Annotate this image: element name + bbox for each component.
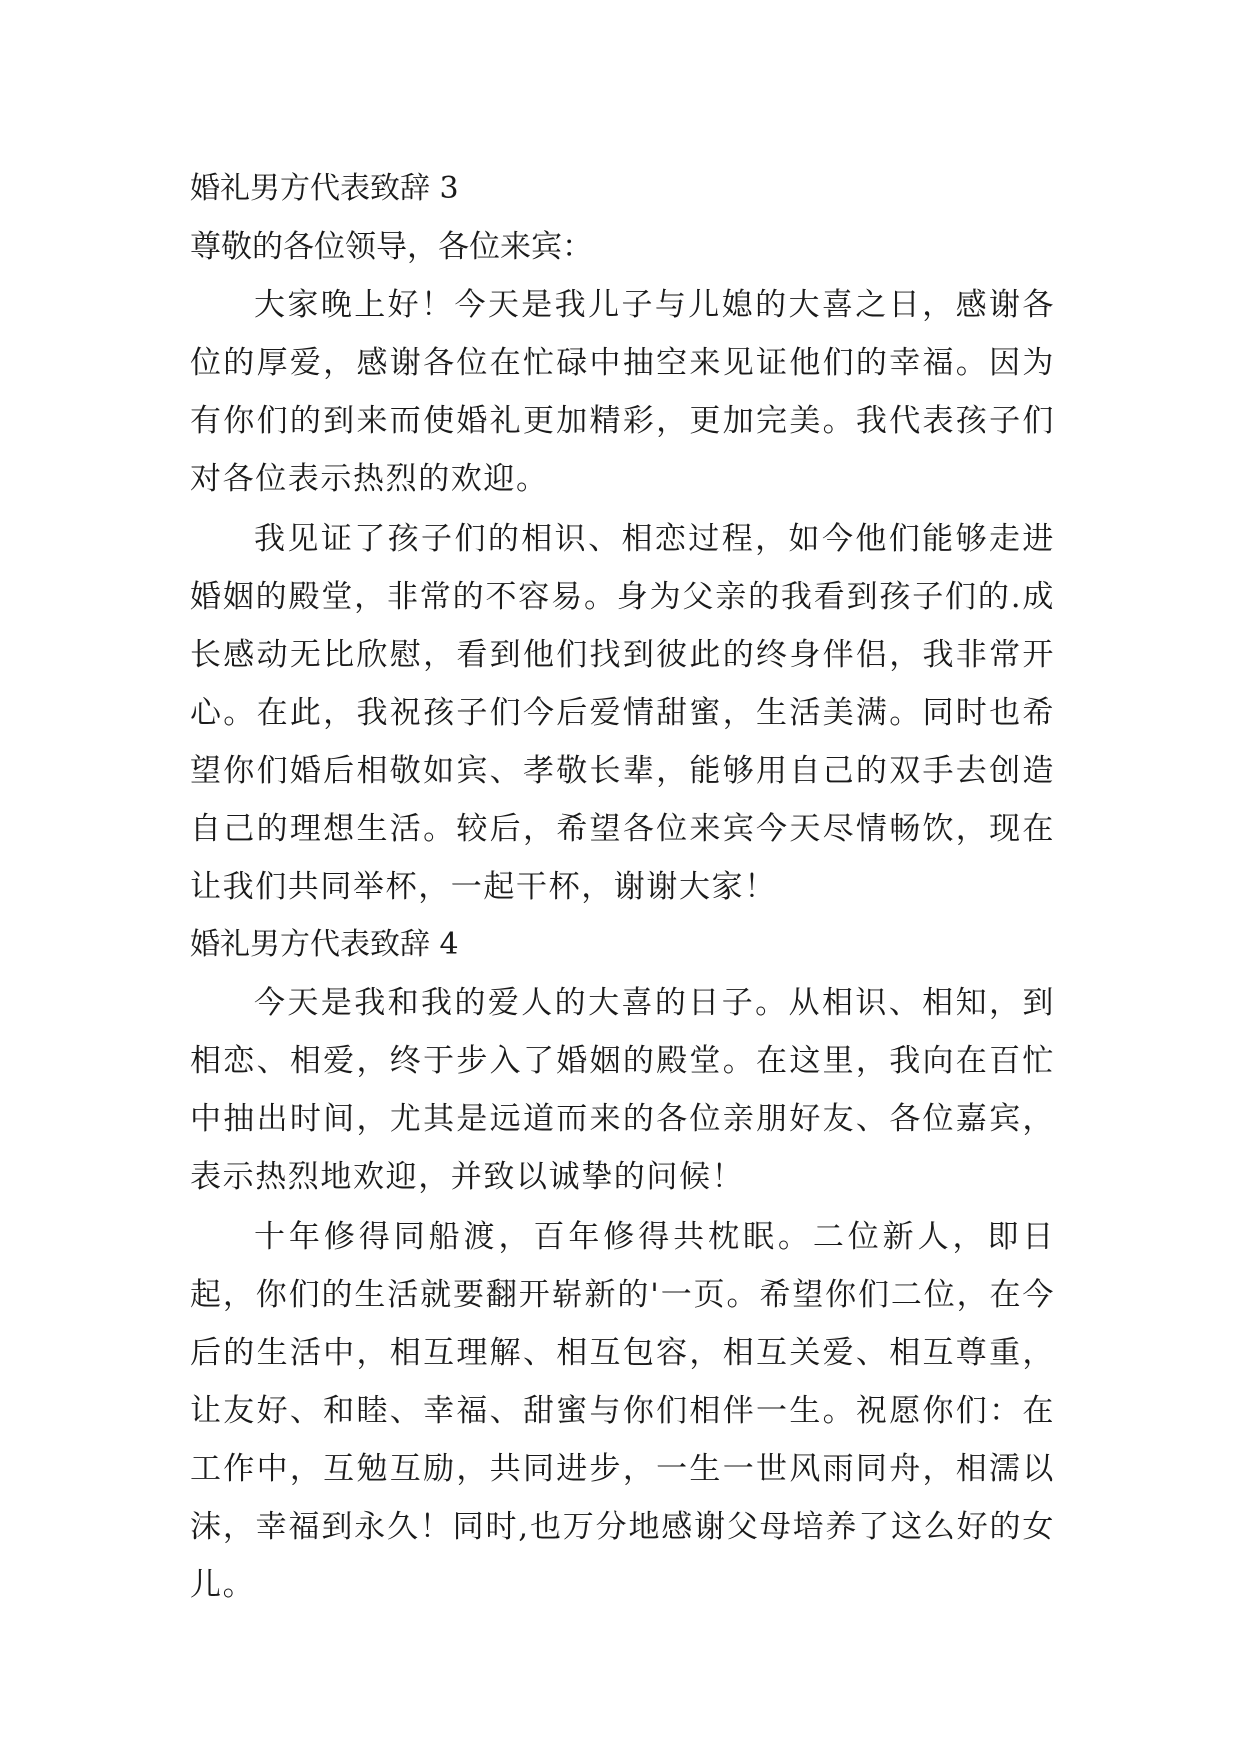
section-3-salutation: 尊敬的各位领导，各位来宾：	[190, 229, 593, 265]
section-4-heading: 婚礼男方代表致辞 4	[190, 927, 459, 962]
document-body	[190, 160, 1055, 1614]
section-3-paragraph-2: 我见证了孩子们的相识、相恋过程，如今他们能够走进婚姻的殿堂，非常的不容易。身为父亲的我看到孩子们的.成长感动无比欣慰，看到他们找到彼此的终身伴侣，我非常开心。在此，我祝孩子们今后爱情甜蜜，生活美满。同时也希望你们婚后相敬如宾、孝敬长辈，能够用自己的双手去创造自己的理想生活。较后，希望各位来宾今天尽情畅饮，现在让我们共同举杯，一起干杯，谢谢大家！	[190, 521, 1055, 905]
section-4-paragraph-2: 十年修得同船渡，百年修得共枕眠。二位新人，即日起，你们的生活就要翻开崭新的'一页。希望你们二位，在今后的生活中，相互理解、相互包容，相互关爱、相互尊重，让友好、和睦、幸福、甜蜜与你们相伴一生。祝愿你们：在工作中，互勉互励，共同进步，一生一世风雨同舟，相濡以沫，幸福到永久！同时,也万分地感谢父母培养了这么好的女儿。	[190, 1219, 1055, 1603]
section-4-paragraph-1: 今天是我和我的爱人的大喜的日子。从相识、相知，到相恋、相爱，终于步入了婚姻的殿堂。在这里，我向在百忙中抽出时间，尤其是远道而来的各位亲朋好友、各位嘉宾，表示热烈地欢迎，并致以诚挚的问候！	[190, 985, 1055, 1195]
section-3-heading: 婚礼男方代表致辞 3	[190, 171, 459, 206]
section-3-paragraph-1: 大家晚上好！今天是我儿子与儿媳的大喜之日，感谢各位的厚爱，感谢各位在忙碌中抽空来见证他们的幸福。因为有你们的到来而使婚礼更加精彩，更加完美。我代表孩子们对各位表示热烈的欢迎。	[190, 287, 1055, 497]
